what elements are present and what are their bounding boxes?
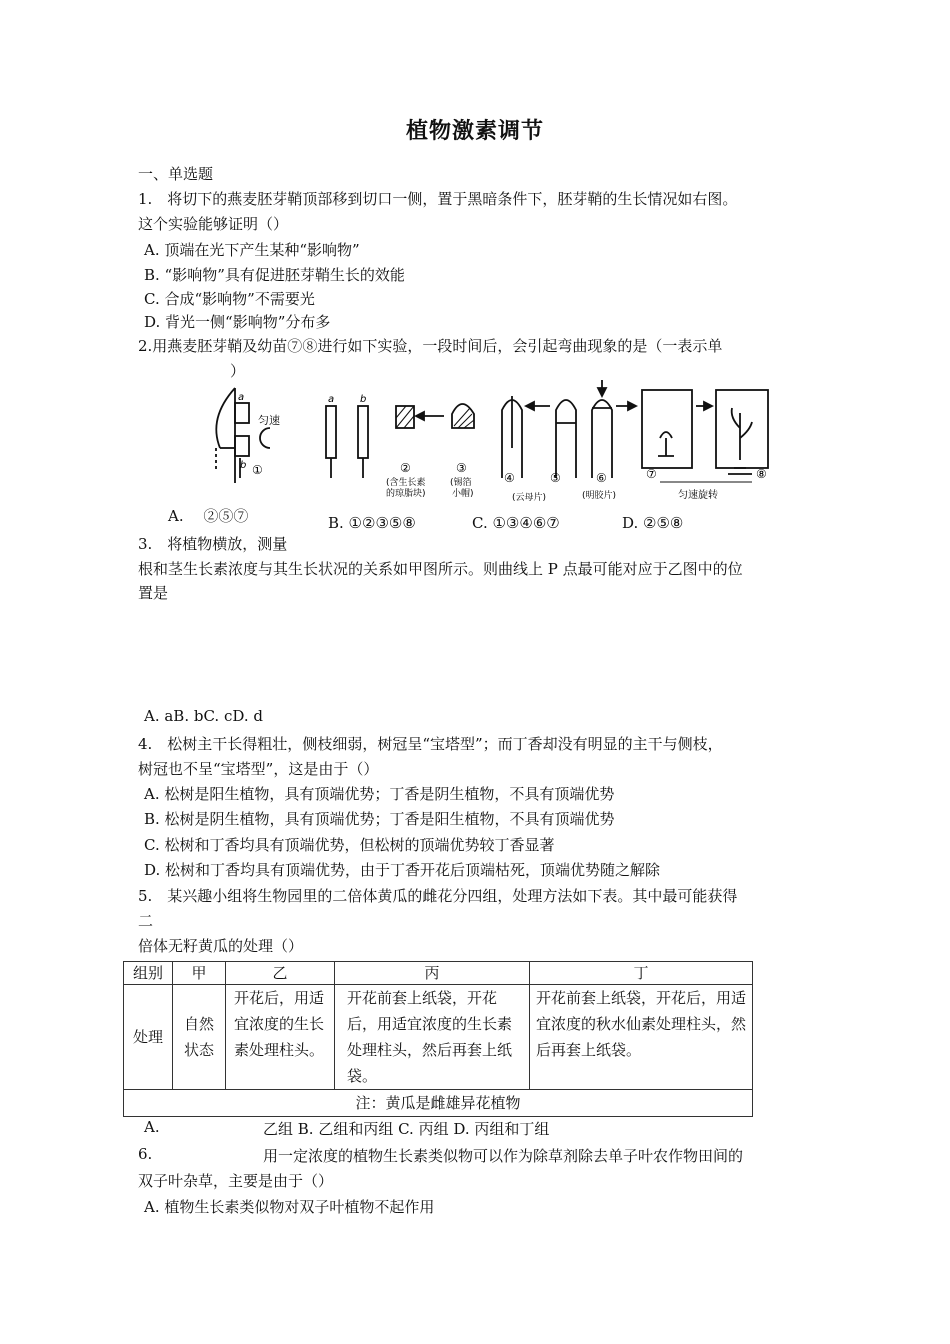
q1-stem-line2: 这个实验能够证明（） (138, 215, 289, 233)
q5-option-a: A. (144, 1118, 160, 1136)
q4-option-c: C. 松树和丁香均具有顶端优势，但松树的顶端优势较丁香显著 (144, 836, 555, 854)
q2-stem-line2: ） (230, 362, 246, 380)
table-header-group: 组别 (124, 962, 173, 985)
table-cell-jia: 自然状态 (173, 985, 226, 1090)
q1-option-d: D. 背光一侧“影响物”分布多 (144, 313, 331, 331)
table-header-row (124, 962, 753, 985)
q3-stem-line3: 置是 (138, 584, 169, 602)
q5-options-rest: 乙组 B. 乙组和丙组 C. 丙组 D. 丙组和丁组 (263, 1120, 550, 1138)
table-note-row (124, 1090, 753, 1117)
table-cell-yi: 开花后，用适宜浓度的生长素处理柱头。 (226, 985, 335, 1090)
fig-label-3-desc2: 小帽) (452, 489, 474, 499)
q4-stem-line2: 树冠也不呈“宝塔型”，这是由于（） (138, 760, 379, 778)
q1-option-a: A. 顶端在光下产生某种“影响物” (144, 241, 360, 259)
q3-options: A. aB. bC. cD. d (144, 707, 263, 725)
q6-option-a: A. 植物生长素类似物对双子叶植物不起作用 (144, 1198, 435, 1216)
fig-label-2-desc2: 的琼脂块) (386, 489, 426, 499)
q2-option-d: D. ②⑤⑧ (622, 514, 684, 532)
table-header-jia: 甲 (173, 962, 226, 985)
q5-stem-line1: 5. 某兴趣小组将生物园里的二倍体黄瓜的雌花分四组，处理方法如下表。其中最可能获得 (138, 887, 738, 905)
page-title: 植物激素调节 (405, 119, 544, 144)
fig-label-8: ⑧ (756, 467, 767, 481)
fig-label-4: ④ (504, 471, 515, 485)
table-row-label: 处理 (124, 985, 173, 1090)
q1-option-b: B. “影响物”具有促进胚芽鞘生长的效能 (144, 266, 405, 284)
fig-label-1: ① (252, 463, 263, 477)
fig-label-uniform: 匀速 (258, 414, 280, 427)
q3-stem-line1: 3. 将植物横放，测量 (138, 535, 288, 553)
table-cell-ding: 开花前套上纸袋，开花后，用适宜浓度的秋水仙素处理柱头，然后再套上纸袋。 (530, 985, 753, 1090)
section-heading: 一、单选题 (138, 165, 214, 183)
fig-label-2-desc1: (含生长素 (386, 478, 426, 488)
fig-label-7-8-desc: 匀速旋转 (678, 490, 718, 501)
q3-stem-line2: 根和茎生长素浓度与其生长状况的关系如甲图所示。则曲线上 P 点最可能对应于乙图中的位 (138, 560, 743, 578)
q2-option-b: B. ①②③⑤⑧ (328, 514, 416, 532)
fig-label-3-desc1: (锡箔 (450, 478, 472, 488)
q2-experiment-figure (200, 378, 780, 508)
fig-label-6: ⑥ (596, 471, 607, 485)
fig-label-a1: a (238, 392, 245, 403)
fig-label-a2: a (328, 394, 335, 405)
q4-option-b: B. 松树是阴生植物，具有顶端优势；丁香是阳生植物，不具有顶端优势 (144, 810, 615, 828)
table-header-ding: 丁 (530, 962, 753, 985)
q4-option-d: D. 松树和丁香均具有顶端优势，由于丁香开花后顶端枯死，顶端优势随之解除 (144, 861, 661, 879)
fig-label-6-desc: (明胶片) (582, 491, 617, 501)
fig-label-5: ⑤ (550, 471, 561, 485)
fig-label-4-5-desc: (云母片) (512, 493, 547, 503)
fig-label-3: ③ (456, 461, 467, 475)
q6-stem-line1: 用一定浓度的植物生长素类似物可以作为除草剂除去单子叶农作物田间的 (263, 1147, 744, 1165)
q4-stem-line1: 4. 松树主干长得粗壮，侧枝细弱，树冠呈“宝塔型”；而丁香却没有明显的主干与侧枝， (138, 735, 723, 753)
fig-label-b2: b (360, 394, 367, 405)
table-cell-bing: 开花前套上纸袋，开花后，用适宜浓度的生长素处理柱头，然后再套上纸袋。 (335, 985, 530, 1090)
table-header-bing: 丙 (335, 962, 530, 985)
q1-option-c: C. 合成“影响物”不需要光 (144, 290, 315, 308)
table-note: 注：黄瓜是雌雄异花植物 (124, 1090, 753, 1117)
q4-option-a: A. 松树是阳生植物，具有顶端优势；丁香是阴生植物，不具有顶端优势 (144, 785, 615, 803)
q2-stem-line1: 2.用燕麦胚芽鞘及幼苗⑦⑧进行如下实验，一段时间后，会引起弯曲现象的是（一表示单 (138, 337, 723, 355)
q2-option-a: A. ②⑤⑦ (168, 507, 249, 525)
fig-label-b1: b (240, 460, 247, 471)
q2-option-c: C. ①③④⑥⑦ (472, 514, 560, 532)
q5-stem-line2: 二 (138, 912, 154, 930)
q1-stem-line1: 1. 将切下的燕麦胚芽鞘顶部移到切口一侧，置于黑暗条件下，胚芽鞘的生长情况如右图。 (138, 190, 738, 208)
table-row (124, 985, 753, 1090)
q5-stem-line3: 倍体无籽黄瓜的处理（） (138, 937, 304, 955)
q6-stem-line2: 双子叶杂草，主要是由于（） (138, 1172, 334, 1190)
fig-label-7: ⑦ (646, 467, 657, 481)
table-header-yi: 乙 (226, 962, 335, 985)
q5-treatment-table (123, 961, 753, 1117)
fig-label-2: ② (400, 461, 411, 475)
q6-number: 6. (138, 1145, 153, 1163)
